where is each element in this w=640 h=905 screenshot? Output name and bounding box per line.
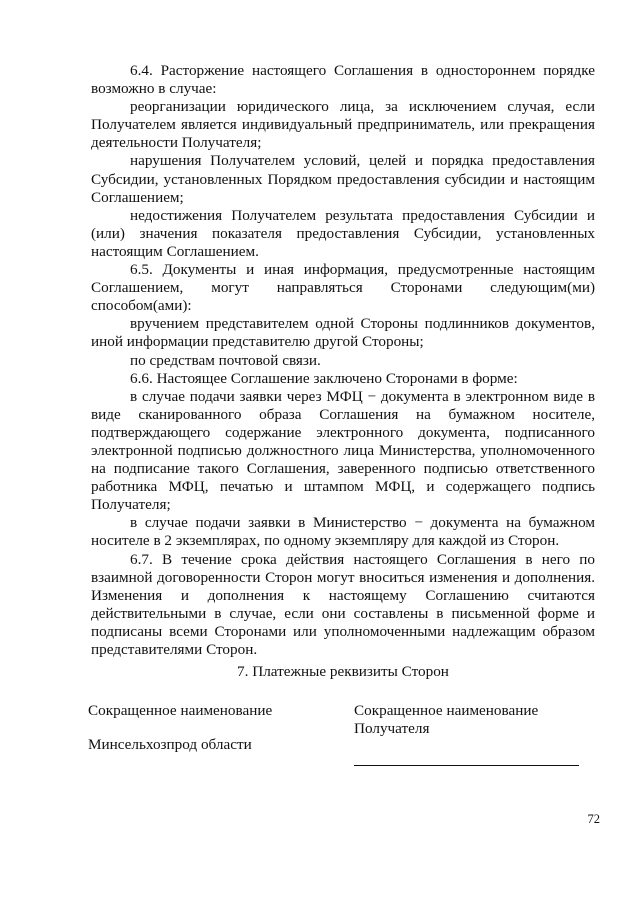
right-column-label: Сокращенное наименование Получателя <box>354 702 539 737</box>
paragraph-ministry-paper: в случае подачи заявки в Министерство − документа на бумажном носителе в 2 экземплярах, по одному экземпляру для каждой из Сторон. <box>91 514 595 550</box>
paragraph-reorganization: реорганизации юридического лица, за исключением случая, если Получателем является индивидуальный предприниматель, или прекращения деятельности Получателя; <box>91 98 595 152</box>
left-column-label: Сокращенное наименование <box>88 702 273 719</box>
paragraph-postal: по средствам почтовой связи. <box>130 351 321 369</box>
paragraph-mfc-electronic: в случае подачи заявки через МФЦ − документа в электронном виде в виде сканированного образа Соглашения на бумажном носителе, подтверждающего содержание электронного документа, подписанного электронной подписью должностного лица Министерства, уполномоченного на подписание такого Соглашения, заверенного подписью ответственного работника МФЦ, печатью и штампом МФЦ, и содержащего подпись Получателя; <box>91 387 595 514</box>
paragraph-6-5: 6.5. Документы и иная информация, предусмотренные настоящим Соглашением, могут направляться Сторонами следующим(ми) способом(ами): <box>91 261 595 315</box>
section-title: 7. Платежные реквизиты Сторон <box>237 663 449 680</box>
paragraph-violation: нарушения Получателем условий, целей и порядка предоставления Субсидии, установленных Порядком предоставления субсидии и настоящим Соглашением; <box>91 152 595 206</box>
paragraph-6-6: 6.6. Настоящее Соглашение заключено Сторонами в форме: <box>130 369 518 387</box>
paragraph-6-7: 6.7. В течение срока действия настоящего Соглашения в него по взаимной договоренности Сторон могут вноситься изменения и дополнения. Изменения и дополнения к настоящему Соглашению считаются действительными в случае, если они составлены в письменной форме и подписаны всеми Сторонами или уполномоченными надлежащим образом представителями Сторон. <box>91 550 595 658</box>
paragraph-6-4: 6.4. Расторжение настоящего Соглашения в одностороннем порядке возможно в случае: <box>91 62 595 98</box>
paragraph-non-achievement: недостижения Получателем результата предоставления Субсидии и (или) значения показателя предоставления Субсидии, установленных настоящим Соглашением. <box>91 206 595 260</box>
paragraph-delivery-in-person: вручением представителем одной Стороны подлинников документов, иной информации представителю другой Стороны; <box>91 315 595 351</box>
page-number: 72 <box>587 812 600 826</box>
left-column-value: Минсельхозпрод области <box>88 736 252 753</box>
agreement-body <box>91 62 595 659</box>
signature-line <box>354 765 579 766</box>
